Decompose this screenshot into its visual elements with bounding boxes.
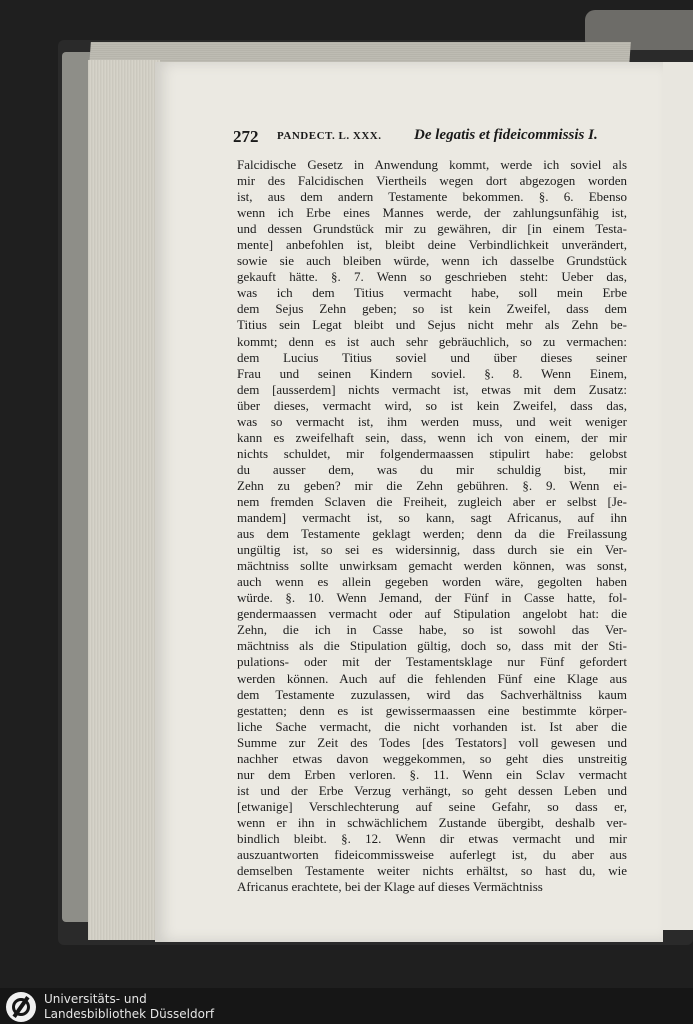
text-line: du ausser dem, was du mir schuldig bist, mir [237,461,627,477]
text-line: gekauft hätte. §. 7. Wenn so geschrieben steht: Ueber das, [237,269,627,285]
text-line: gestatten; denn es ist gewissermaassen eine bestimmte körper- [237,702,627,718]
text-line: bindlich bleibt. §. 12. Wenn dir etwas vermacht und mir [237,830,627,846]
text-line: wenn ich Erbe eines Mannes werde, der zahlungsunfähig ist, [237,205,627,221]
text-line: kann es zweifelhaft sein, dass, wenn ich von einem, der mir [237,429,627,445]
text-line: demselben Testamente weiter nichts erhältst, so hast du, wie [237,863,627,879]
text-line: [etwanige] Verschlechterung auf seine Gefahr, so dass er, [237,798,627,814]
text-line: dem Testamente zuzulassen, wird das Sachverhältniss kaum [237,686,627,702]
text-line: gendermaassen vermacht oder auf Stipulation angelobt hat: die [237,606,627,622]
text-line: mir des Falcidischen Viertheils wegen dort abgezogen worden [237,173,627,189]
text-line: mächtniss als die Stipulation gültig, doch so, dass mit der Sti- [237,638,627,654]
text-line: ungültig ist, so sei es widersinnig, dass durch sie ein Ver- [237,542,627,558]
library-name-line2: Landesbibliothek Düsseldorf [44,1007,215,1021]
text-line: kommt; denn es ist auch sehr gebräuchlich, so zu vermachen: [237,333,627,349]
library-name [44,992,214,1022]
text-line: Frau und seinen Kindern soviel. §. 8. Wenn Einem, [237,365,627,381]
page-side-edges [88,60,160,940]
header-title: De legatis et fideicommissis I. [414,127,598,143]
text-line: werden können. Auch auf die fehlenden Fünf eine Klage aus [237,670,627,686]
page-number: 272 [233,127,259,146]
text-line: nichts schuldet, mir folgendermaassen stipulirt habe: gelobst [237,445,627,461]
library-name-line1: Universitäts- und [44,992,147,1006]
text-line: Summe zur Zeit des Todes [des Testators] voll gewesen und [237,734,627,750]
text-line: liche Sache vermacht, die nicht vorhanden ist. Ist aber die [237,718,627,734]
text-line: was so vermacht ist, ihm werden muss, und weit weniger [237,413,627,429]
text-line: ist und der Erbe Verzug verhängt, so geht dessen Leben und [237,782,627,798]
page-body-text [237,157,627,895]
text-line: nachher etwas davon weggekommen, so geht dies unstreitig [237,750,627,766]
text-line: Africanus erachtete, bei der Klage auf dieses Vermächtniss [237,879,543,895]
text-line: Titius sein Legat bleibt und Sejus nicht mehr als Zehn be- [237,317,627,333]
text-line: mächtniss sollte unwirksam gemacht werden können, was sonst, [237,558,627,574]
text-line: Zehn zu geben? mir die Zehn gebühren. §. 9. Wenn ei- [237,477,627,493]
text-line: Zehn, die ich in Casse habe, so ist sowohl das Ver- [237,622,627,638]
running-header [233,127,633,149]
text-line: auch wenn es allein gegeben worden wäre, gegolten haben [237,574,627,590]
text-line: mandem] vermacht ist, so kann, sagt Africanus, auf ihn [237,510,627,526]
text-line: dem Lucius Titius soviel und über dieses seiner [237,349,627,365]
text-line: dem [ausserdem] nichts vermacht ist, etwas mit dem Zusatz: [237,381,627,397]
text-line: wenn er ihn in schwächlichem Zustande übergibt, deshalb ver- [237,814,627,830]
text-line: ist, aus dem andern Testamente bekommen. §. 6. Ebenso [237,189,627,205]
text-line: auszuantworten fideicommissweise auferlegt ist, du aber aus [237,847,627,863]
library-logo-icon [6,992,36,1022]
text-line: würde. §. 10. Wenn Jemand, der Fünf in Casse hatte, fol- [237,590,627,606]
text-line: pulations- oder mit der Testamentsklage nur Fünf gefordert [237,654,627,670]
text-line: sowie sie auch bleiben würde, wenn ich dasselbe Grundstück [237,253,627,269]
text-line: dem Sejus Zehn geben; so ist kein Zweifel, dass dem [237,301,627,317]
text-line: Falcidische Gesetz in Anwendung kommt, werde ich soviel als [237,157,627,172]
text-line: über dieses, vermacht wird, so ist kein Zweifel, dass das, [237,397,627,413]
pandect-reference: PANDECT. L. XXX. [277,130,382,142]
text-line: nur dem Erben verloren. §. 11. Wenn ein Sclav vermacht [237,766,627,782]
text-line: mente] anbefohlen ist, bleibt deine Verbindlichkeit unverändert, [237,237,627,253]
text-line: aus dem Testamente geklagt werden; denn da die Freilassung [237,526,627,542]
text-line: nem fremden Sclaven die Freiheit, zugleich aber er selbst [Je- [237,493,627,509]
text-line: und dessen Grundstück mir zu gewähren, dir [in einem Testa- [237,221,627,237]
text-line: was ich dem Titius vermacht habe, soll mein Erbe [237,285,627,301]
